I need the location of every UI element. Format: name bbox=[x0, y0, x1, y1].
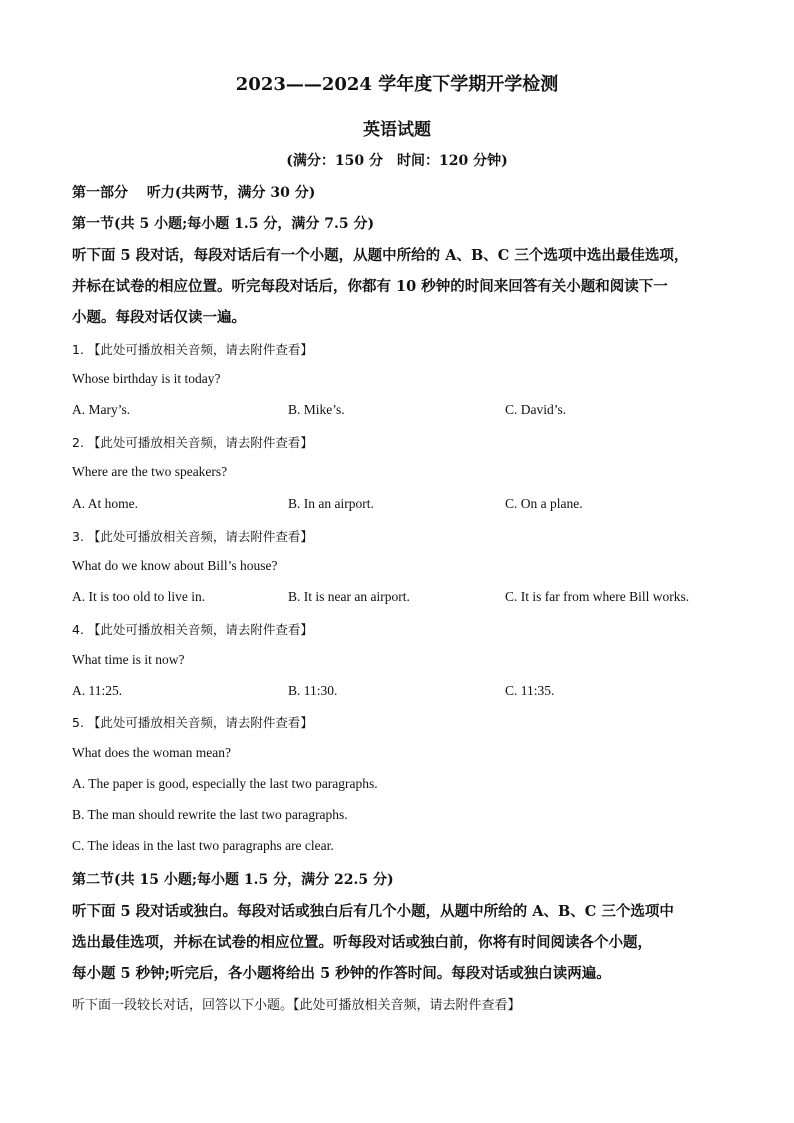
option-b: B. 11:30. bbox=[288, 683, 338, 698]
audio-placeholder-link[interactable]: 1. 【此处可播放相关音频，请去附件查看】 bbox=[72, 342, 313, 357]
section2-lead-audio-link[interactable]: 听下面一段较长对话，回答以下小题。【此处可播放相关音频，请去附件查看】 bbox=[72, 998, 521, 1013]
section1-instruction-line: 并标在试卷的相应位置。听完每段对话后，你都有 10 秒钟的时间来回答有关小题和阅读下一 bbox=[72, 278, 668, 295]
part1-heading: 第一部分 听力(共两节，满分 30 分) bbox=[72, 185, 316, 201]
question-text: Where are the two speakers? bbox=[72, 464, 228, 479]
option-a: A. Mary’s. bbox=[72, 402, 131, 417]
audio-placeholder-link[interactable]: 3. 【此处可播放相关音频，请去附件查看】 bbox=[72, 529, 313, 544]
option-c: C. On a plane. bbox=[505, 496, 583, 511]
question-text: Whose birthday is it today? bbox=[72, 371, 221, 386]
section1-instruction-line: 听下面 5 段对话，每段对话后有一个小题，从题中所给的 A、B、C 三个选项中选出最佳选项， bbox=[72, 247, 689, 264]
option-a: A. The paper is good, especially the last two paragraphs. bbox=[72, 776, 378, 791]
section2-instruction-line: 选出最佳选项，并标在试卷的相应位置。听每段对话或独白前，你将有时间阅读各个小题， bbox=[72, 934, 652, 951]
section1-heading: 第一节(共 5 小题;每小题 1.5 分，满分 7.5 分) bbox=[72, 216, 375, 232]
question-text: What time is it now? bbox=[72, 652, 185, 667]
audio-placeholder-link[interactable]: 5. 【此处可播放相关音频，请去附件查看】 bbox=[72, 715, 313, 730]
option-a: A. It is too old to live in. bbox=[72, 589, 206, 604]
section1-instruction-line: 小题。每段对话仅读一遍。 bbox=[72, 309, 246, 326]
option-c: C. David’s. bbox=[505, 402, 567, 417]
exam-subject: 英语试题 bbox=[363, 120, 431, 140]
option-c: C. It is far from where Bill works. bbox=[505, 589, 690, 604]
audio-placeholder-link[interactable]: 2. 【此处可播放相关音频，请去附件查看】 bbox=[72, 435, 313, 450]
option-b: B. Mike’s. bbox=[288, 402, 345, 417]
option-b: B. In an airport. bbox=[288, 496, 374, 511]
option-a: A. 11:25. bbox=[72, 683, 123, 698]
option-b: B. It is near an airport. bbox=[288, 589, 410, 604]
option-a: A. At home. bbox=[72, 496, 138, 511]
option-c: C. The ideas in the last two paragraphs are clear. bbox=[72, 838, 334, 853]
question-text: What do we know about Bill’s house? bbox=[72, 558, 278, 573]
option-b: B. The man should rewrite the last two paragraphs. bbox=[72, 807, 348, 822]
audio-placeholder-link[interactable]: 4. 【此处可播放相关音频，请去附件查看】 bbox=[72, 622, 313, 637]
option-c: C. 11:35. bbox=[505, 683, 555, 698]
section2-instruction-line: 听下面 5 段对话或独白。每段对话或独白后有几个小题，从题中所给的 A、B、C 三个选项中 bbox=[72, 903, 674, 920]
exam-info: (满分：150 分 时间：120 分钟) bbox=[286, 153, 508, 169]
exam-title: 2023——2024 学年度下学期开学检测 bbox=[235, 74, 559, 95]
section2-instruction-line: 每小题 5 秒钟;听完后，各小题将给出 5 秒钟的作答时间。每段对话或独白读两遍。 bbox=[72, 965, 611, 982]
question-text: What does the woman mean? bbox=[72, 745, 231, 760]
section2-heading: 第二节(共 15 小题;每小题 1.5 分，满分 22.5 分) bbox=[72, 872, 394, 888]
